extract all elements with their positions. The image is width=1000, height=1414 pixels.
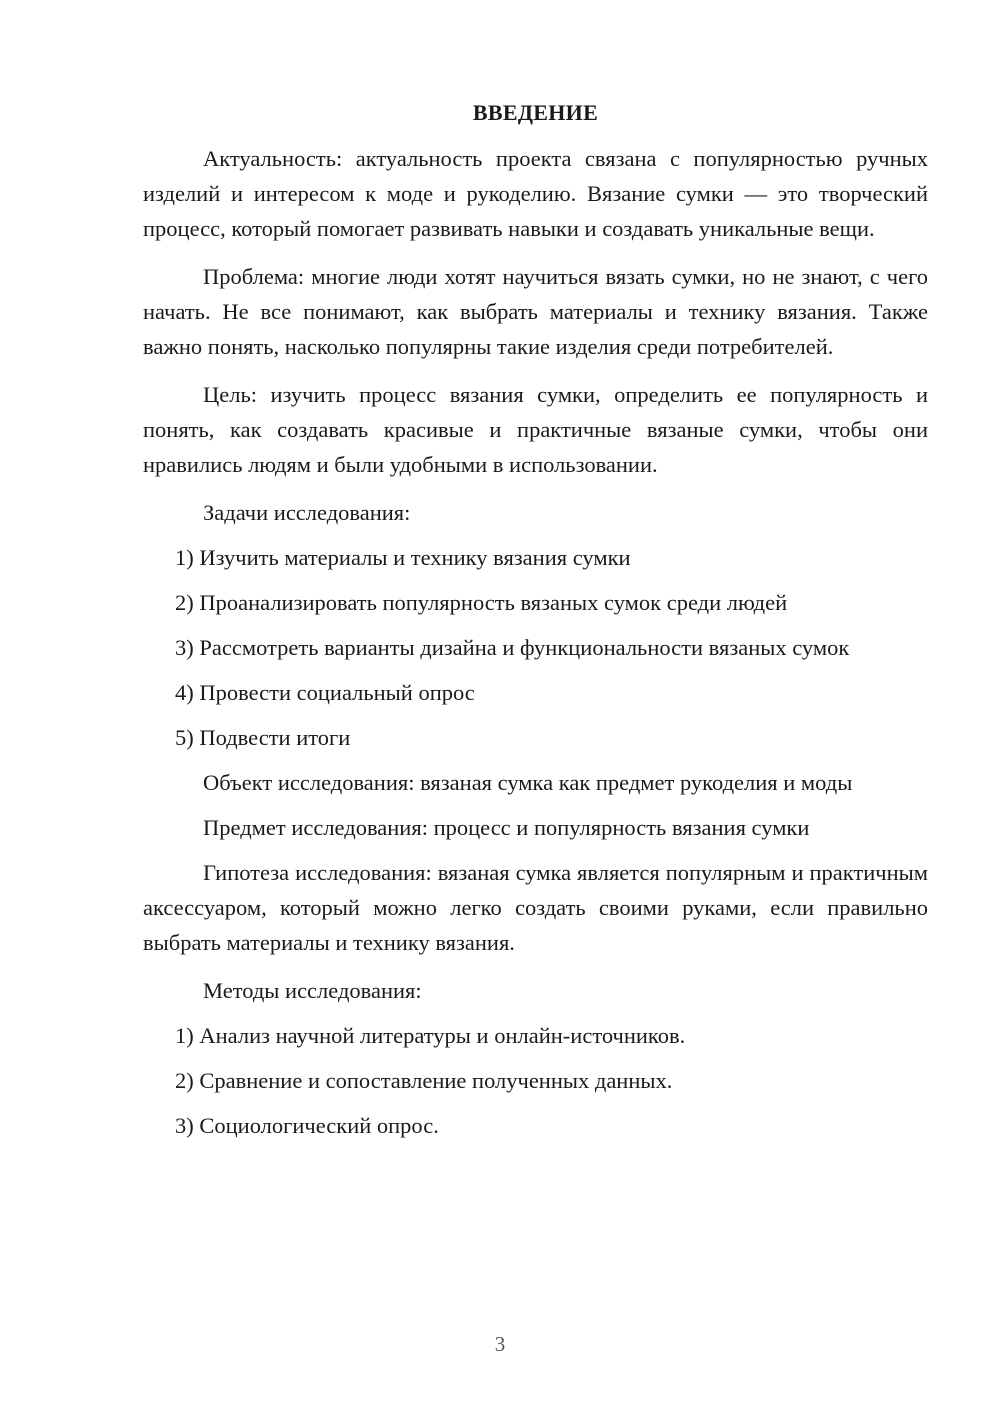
- problem-paragraph: Проблема: многие люди хотят научиться вязать сумки, но не знают, с чего начать. Не все понимают, как выбрать материалы и технику вязания. Также важно понять, насколько популярны такие изделия среди потребителей.: [143, 264, 928, 359]
- page-number: 3: [494, 1332, 506, 1356]
- methods-heading: Методы исследования:: [203, 978, 422, 1003]
- method-item: 2) Сравнение и сопоставление полученных данных.: [175, 1068, 673, 1093]
- hypothesis-paragraph: Гипотеза исследования: вязаная сумка является популярным и практичным аксессуаром, который можно легко создать своими руками, если правильно выбрать материалы и технику вязания.: [143, 860, 928, 955]
- object-paragraph: Объект исследования: вязаная сумка как предмет рукоделия и моды: [203, 770, 853, 795]
- task-item: 1) Изучить материалы и технику вязания сумки: [175, 545, 631, 570]
- task-item: 2) Проанализировать популярность вязаных сумок среди людей: [175, 590, 788, 615]
- method-item: 1) Анализ научной литературы и онлайн-источников.: [175, 1023, 686, 1048]
- method-item: 3) Социологический опрос.: [175, 1113, 439, 1138]
- document-page: [143, 95, 928, 1153]
- task-item: 4) Провести социальный опрос: [175, 680, 475, 705]
- section-heading: ВВЕДЕНИЕ: [472, 100, 599, 125]
- tasks-heading: Задачи исследования:: [203, 500, 411, 525]
- task-item: 3) Рассмотреть варианты дизайна и функциональности вязаных сумок: [175, 635, 850, 660]
- goal-paragraph: Цель: изучить процесс вязания сумки, определить ее популярность и понять, как создавать красивые и практичные вязаные сумки, чтобы они нравились людям и были удобными в использовании.: [143, 382, 928, 477]
- relevance-paragraph: Актуальность: актуальность проекта связана с популярностью ручных изделий и интересом к моде и рукоделию. Вязание сумки — это творческий процесс, который помогает развивать навыки и создавать уникальные вещи.: [143, 146, 928, 241]
- subject-paragraph: Предмет исследования: процесс и популярность вязания сумки: [203, 815, 810, 840]
- task-item: 5) Подвести итоги: [175, 725, 351, 750]
